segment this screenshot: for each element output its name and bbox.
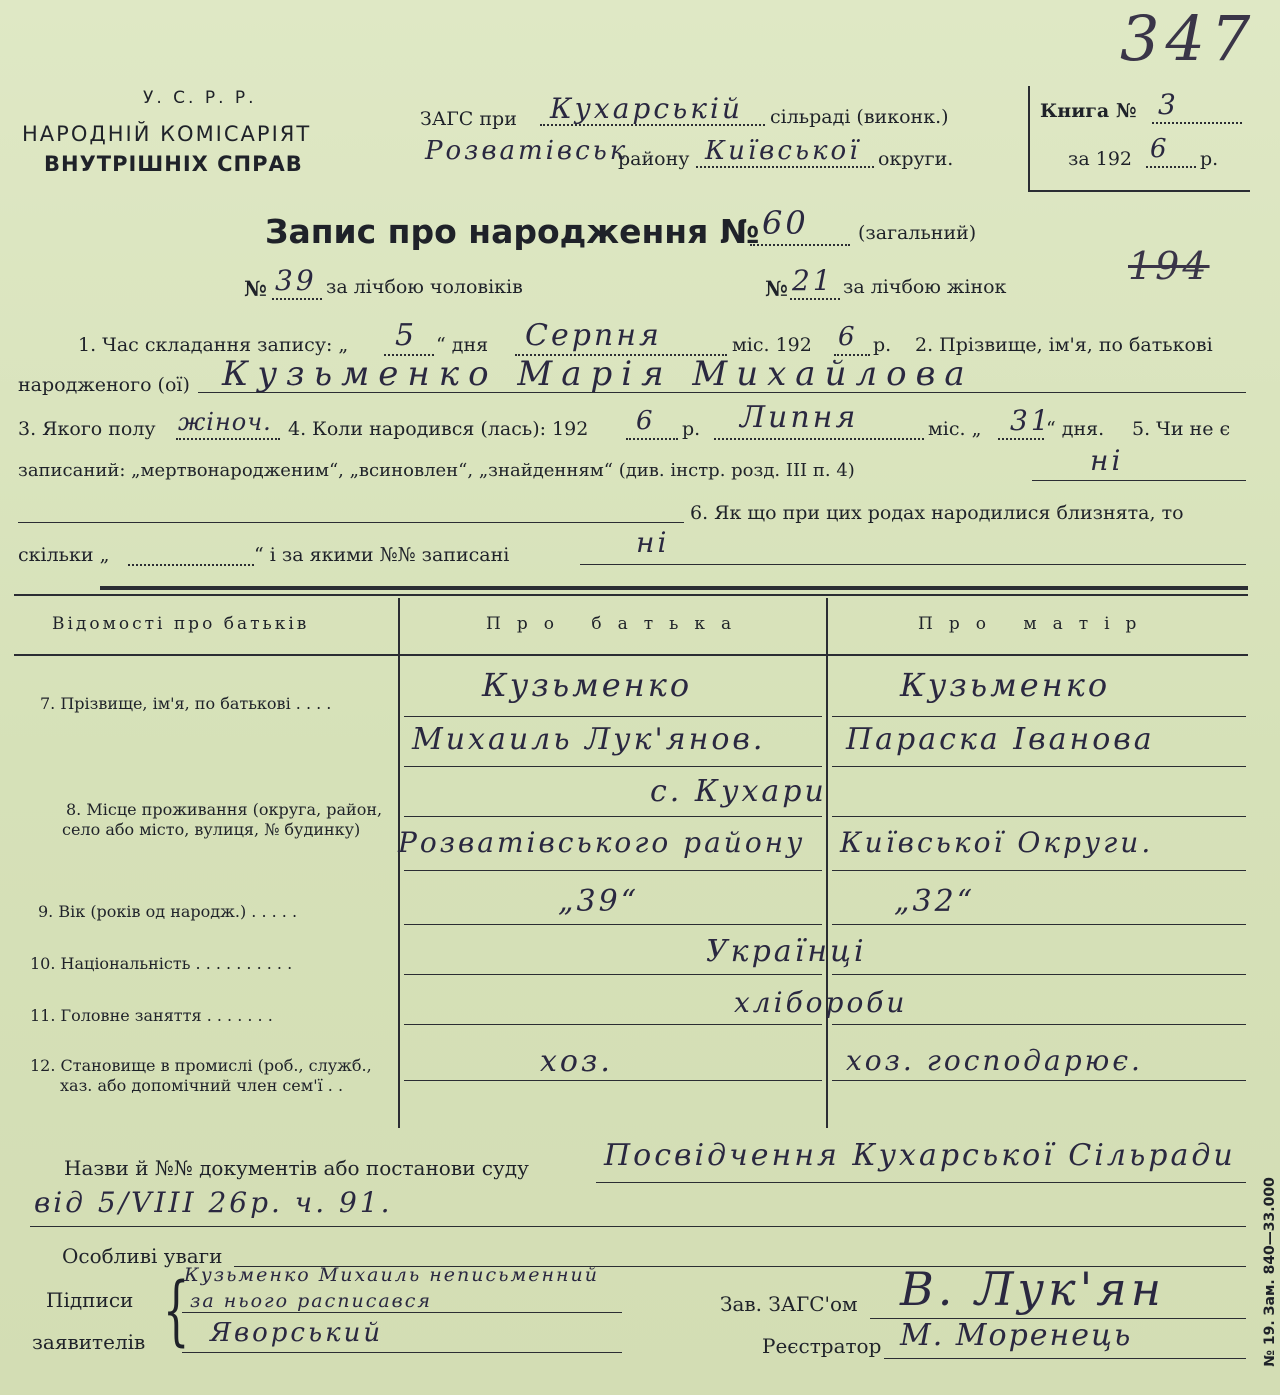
signature-line3: Яворський [210, 1318, 384, 1348]
signature-line1: Кузьменко Михаиль неписьменний [184, 1264, 599, 1286]
field3-line [176, 438, 280, 440]
field5-value: ні [1090, 444, 1124, 477]
female-count-label: за лічбою жінок [843, 276, 1007, 298]
row9-line-mother [832, 924, 1246, 925]
row10-shared: Українці [706, 934, 867, 969]
signatures-label2: заявителів [32, 1330, 146, 1354]
header-commissariat: НАРОДНІЙ КОМІСАРІЯТ [22, 122, 312, 146]
field5-line [1032, 480, 1246, 481]
zags-okruh-label: округи. [878, 148, 954, 170]
female-count-prefix: № [765, 276, 788, 301]
row8-line-father [404, 816, 822, 817]
field6-line [580, 564, 1246, 565]
book-number: 3 [1158, 88, 1179, 121]
field4-month: Липня [740, 400, 859, 435]
row8-father: с. Кухари [650, 774, 827, 809]
header-ussr: У. С. Р. Р. [143, 88, 257, 108]
field6-label: 6. Як що при цих родах народилися близнята, то [690, 502, 1184, 524]
row12-label2: хаз. або допомічний член сем'ї . . [60, 1076, 344, 1095]
row12-label: 12. Становище в промислі (роб., служб., [30, 1056, 372, 1075]
registrar-signature: М. Моренець [900, 1318, 1133, 1353]
male-count-number: 39 [275, 264, 317, 297]
record-number-line [750, 244, 850, 246]
table-header-father: Про батька [486, 614, 748, 634]
field4-day: 31 [1010, 404, 1052, 437]
field6-count-line [128, 564, 254, 566]
field1-day: 5 [395, 318, 418, 353]
field1-label: 1. Час складання запису: „ [78, 334, 349, 356]
documents-value: Посвідчення Кухарської Сільради [604, 1138, 1236, 1173]
row7-line-father [404, 716, 822, 717]
table-top-rule2 [14, 594, 1248, 596]
row8b-mother: Київської Округи. [840, 826, 1154, 859]
header-department: ВНУТРІШНІХ СПРАВ [44, 152, 303, 176]
zags-district: Розватівськ [425, 136, 629, 166]
row7b-mother: Параска Іванова [846, 722, 1155, 757]
book-year-suffix: р. [1200, 148, 1219, 170]
row11-label: 11. Головне заняття . . . . . . . [30, 1006, 273, 1025]
documents-line2 [30, 1226, 1246, 1227]
field1-year-digit: 6 [838, 322, 858, 352]
field3-label: 3. Якого полу [18, 418, 156, 440]
row11-shared: хлібороби [734, 986, 908, 1019]
row10-line-mother [832, 974, 1246, 975]
row9-label: 9. Вік (років од народж.) . . . . . [38, 902, 298, 921]
row8-label: 8. Місце проживання (округа, район, [66, 800, 383, 819]
row10-label: 10. Національність . . . . . . . . . . [30, 954, 293, 973]
documents-label: Назви й №№ документів або постанови суду [64, 1156, 529, 1180]
row8b-line-mother [832, 870, 1246, 871]
field6-label2b: “ і за якими №№ записані [254, 544, 510, 566]
field6-label2a: скільки „ [18, 544, 110, 566]
field4-label: 4. Коли народився (лась): 192 [288, 418, 589, 440]
field2-line [198, 392, 1246, 393]
field5-label2: записаний: „мертвонародженим“, „всиновлен“, „знайденням“ (див. інстр. розд. III п. 4) [18, 460, 855, 481]
field4-year-suffix: р. [682, 418, 701, 440]
male-count-label: за лічбою чоловіків [326, 276, 523, 298]
head-label: Зав. ЗАГС'ом [720, 1292, 858, 1316]
field2-label: 2. Прізвище, ім'я, по батькові [915, 334, 1213, 356]
record-title: Запис про народження № [265, 212, 760, 251]
field4-year-digit: 6 [636, 406, 656, 436]
table-header-rule [14, 654, 1248, 656]
documents-line [596, 1182, 1246, 1183]
row9-mother: „32“ [894, 884, 976, 919]
record-number: 60 [762, 204, 809, 242]
signatures-label1: Підписи [46, 1288, 134, 1312]
zags-prefix: ЗАГС при [420, 108, 517, 130]
row7-label: 7. Прізвище, ім'я, по батькові . . . . [40, 694, 332, 713]
zags-district-label: району [618, 148, 690, 170]
field4-year-line [626, 438, 678, 440]
female-count-number: 21 [792, 264, 834, 297]
row11-line-father [404, 1024, 822, 1025]
zags-village-line [540, 124, 765, 126]
table-header-mother: Про матір [918, 614, 1153, 634]
row8-label2: село або місто, вулиця, № будинку) [62, 820, 361, 839]
head-signature: В. Лук'ян [900, 1262, 1165, 1316]
zags-village: Кухарській [550, 92, 743, 125]
row12-line-mother [832, 1080, 1246, 1081]
registrar-signature-line [884, 1358, 1246, 1359]
row8-line-mother [832, 816, 1246, 817]
table-top-rule [100, 586, 1248, 590]
field4-day-line [998, 438, 1044, 440]
field3-value: жіноч. [178, 408, 272, 436]
field5-line2 [18, 522, 684, 523]
signature-rule2 [182, 1312, 622, 1313]
field4-month-suffix: міс. „ [928, 418, 982, 440]
book-year-digit: 6 [1150, 134, 1170, 164]
row12-father: хоз. [540, 1044, 613, 1079]
signature-line2: за нього расписався [190, 1290, 432, 1312]
table-col-line-2 [826, 598, 828, 1128]
field1-month: Серпня [525, 318, 662, 353]
signature-rule3 [182, 1352, 622, 1353]
zags-okruh-line [696, 166, 874, 168]
book-year-prefix: за 192 [1068, 148, 1132, 170]
book-label: Книга № [1040, 100, 1137, 122]
female-count-line [790, 298, 840, 300]
print-mark: № 19. Зам. 840—33.000 [1262, 1177, 1278, 1367]
row7-father: Кузьменко [482, 666, 693, 704]
field2-value: Кузьменко Марія Михайлова [222, 354, 974, 394]
registrar-label: Реєстратор [762, 1334, 882, 1358]
row12-line-father [404, 1080, 822, 1081]
row12-mother: хоз. господарює. [846, 1044, 1143, 1077]
field1-month-suffix: міс. 192 [732, 334, 812, 356]
documents-value2: від 5/VIII 26р. ч. 91. [34, 1186, 393, 1219]
row8b-father: Розватівського району [398, 826, 806, 859]
row10-line-father [404, 974, 822, 975]
male-count-prefix: № [244, 276, 267, 301]
row7b-line-mother [832, 766, 1246, 767]
notes-label: Особливі уваги [62, 1244, 223, 1268]
male-count-line [272, 298, 322, 300]
field4-day-suffix: “ дня. [1046, 418, 1105, 440]
field4-month-line [714, 438, 924, 440]
row9-line-father [404, 924, 822, 925]
row7b-father: Михаиль Лук'янов. [412, 722, 766, 757]
field1-year-suffix: р. [873, 334, 892, 356]
zags-okruh: Київської [705, 136, 861, 166]
row8b-line-father [404, 870, 822, 871]
table-header-info: Відомості про батьків [52, 614, 310, 634]
row9-father: „39“ [558, 884, 640, 919]
book-year-line [1146, 166, 1196, 168]
archive-number: 347 [1120, 2, 1257, 75]
field5-label: 5. Чи не є [1132, 418, 1231, 440]
book-number-line [1152, 122, 1242, 124]
row11-line-mother [832, 1024, 1246, 1025]
struck-number: 194 [1128, 244, 1210, 288]
field1-day-suffix: “ дня [436, 334, 489, 356]
field6-value: ні [636, 526, 670, 559]
row7-mother: Кузьменко [900, 666, 1111, 704]
row7b-line-father [404, 766, 822, 767]
field2-label2: народженого (ої) [18, 374, 190, 396]
table-col-line-1 [398, 598, 400, 1128]
signatures-brace: { [162, 1265, 190, 1354]
zags-council: сільраді (виконк.) [770, 106, 949, 128]
record-title-suffix: (загальний) [858, 222, 977, 244]
row7-line-mother [832, 716, 1246, 717]
